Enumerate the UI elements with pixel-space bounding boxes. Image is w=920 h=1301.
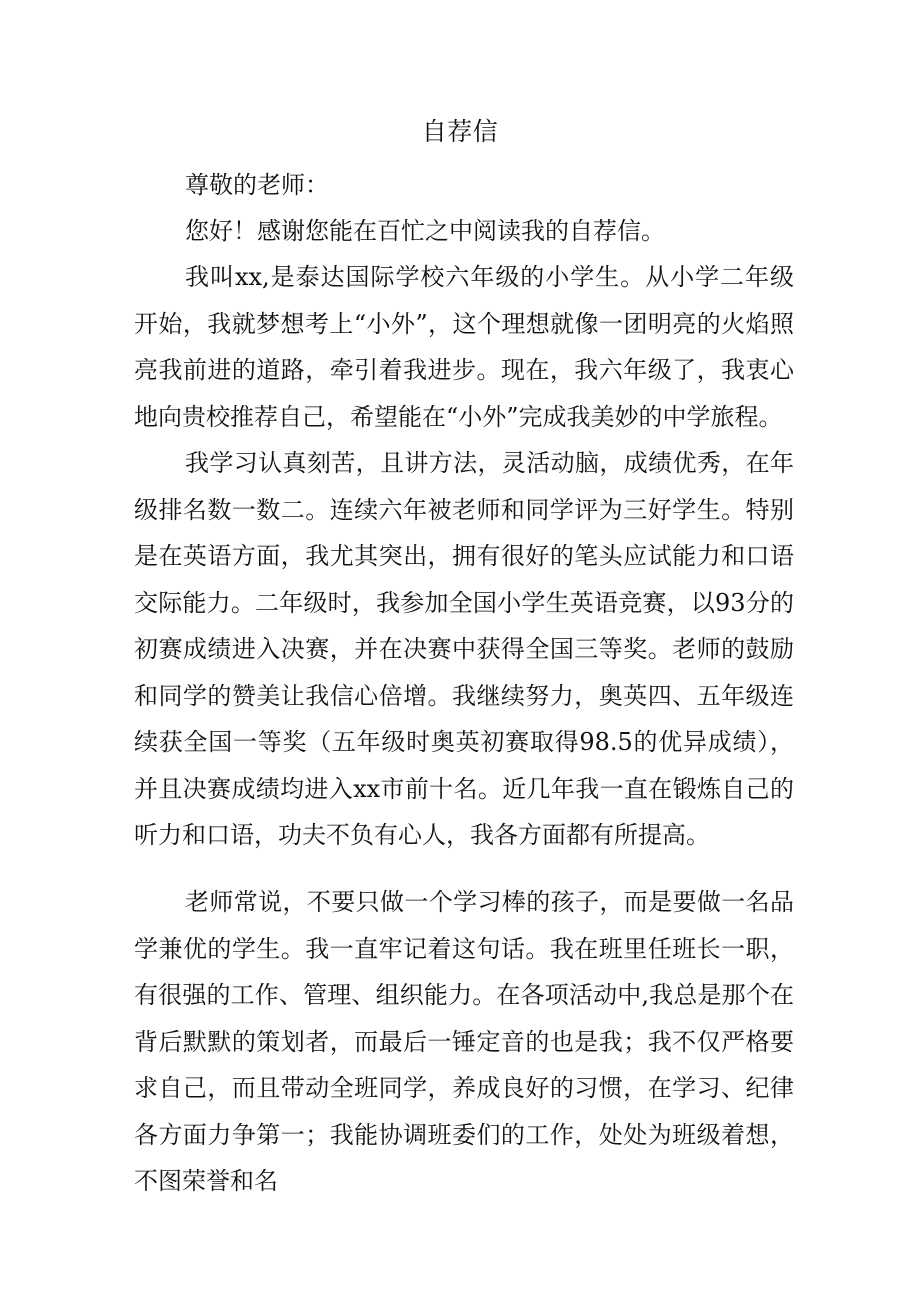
salutation: 尊敬的老师： bbox=[185, 171, 329, 199]
paragraph-greeting: 您好！感谢您能在百忙之中阅读我的自荐信。 bbox=[185, 217, 665, 245]
paragraph-introduction: 我叫xx,是泰达国际学校六年级的小学生。从小学二年级开始，我就梦想考上“小外”，这个理想就像一团明亮的火焰照亮我前进的道路，牵引着我进步。现在，我六年级了，我衷心地向贵校推荐自己，希望能在“小外”完成我美妙的中学旅程。 bbox=[134, 263, 794, 431]
paragraph-academics: 我学习认真刻苦，且讲方法，灵活动脑，成绩优秀，在年级排名数一数二。连续六年被老师和同学评为三好学生。特别是在英语方面，我尤其突出，拥有很好的笔头应试能力和口语交际能力。二年级时，我参加全国小学生英语竞赛，以93分的初赛成绩进入决赛，并在决赛中获得全国三等奖。老师的鼓励和同学的赞美让我信心倍增。我继续努力，奥英四、五年级连续获全国一等奖（五年级时奥英初赛取得98.5的优异成绩），并且决赛成绩均进入xx市前十名。近几年我一直在锻炼自己的听力和口语，功夫不负有心人，我各方面都有所提高。 bbox=[134, 449, 794, 849]
paragraph-leadership: 老师常说，不要只做一个学习棒的孩子，而是要做一名品学兼优的学生。我一直牢记着这句话。我在班里任班长一职，有很强的工作、管理、组织能力。在各项活动中,我总是那个在背后默默的策划者，而最后一锤定音的也是我；我不仅严格要求自己，而且带动全班同学，养成良好的习惯，在学习、纪律各方面力争第一；我能协调班委们的工作，处处为班级着想，不图荣誉和名 bbox=[134, 888, 794, 1195]
document-title: 自荐信 bbox=[421, 117, 499, 146]
